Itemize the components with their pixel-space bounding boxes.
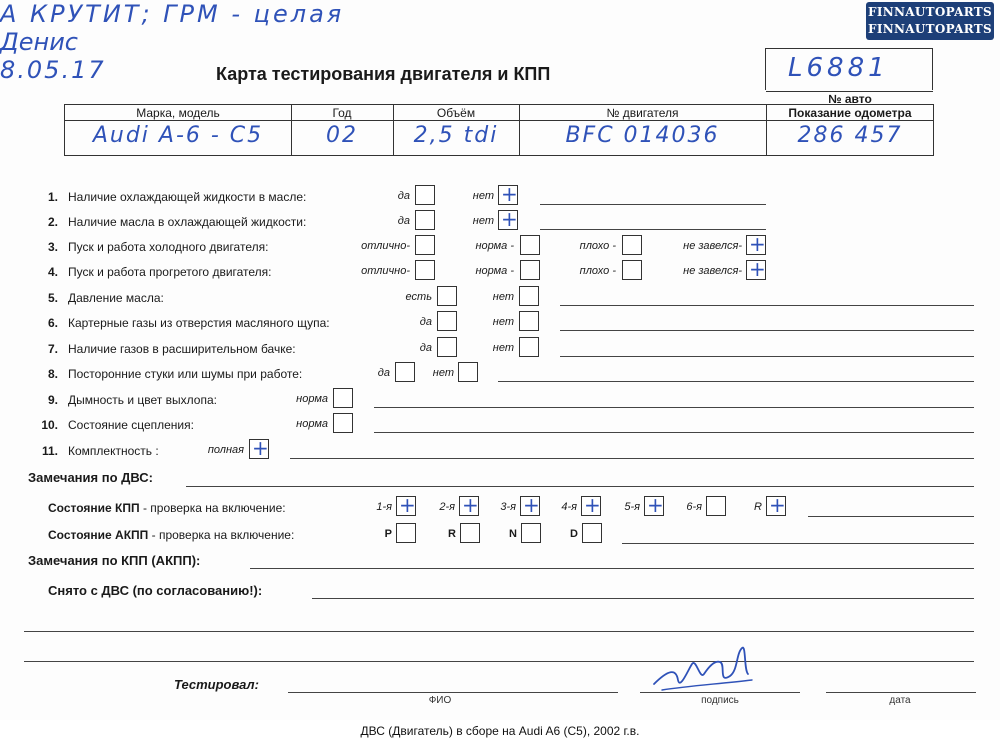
option-label: норма - — [475, 265, 514, 277]
comment-line — [290, 458, 974, 459]
option-label: нет — [432, 367, 454, 379]
item-number: 9. — [47, 393, 58, 407]
check-mark: + — [769, 493, 786, 517]
check-mark: + — [749, 257, 766, 281]
tester-name-value: Денис — [0, 28, 78, 56]
option-label: да — [377, 367, 390, 379]
comment-line — [560, 356, 974, 357]
form-title: Карта тестирования двигателя и КПП — [216, 64, 551, 84]
comment-line — [186, 486, 974, 487]
check-mark: + — [647, 493, 664, 517]
comment-line — [24, 661, 974, 662]
image-caption: ДВС (Двигатель) в сборе на Audi A6 (C5), 2002 г.в. — [360, 724, 640, 738]
checkbox[interactable] — [415, 210, 435, 230]
gear-label: 6-я — [686, 501, 702, 513]
checkbox[interactable] — [415, 260, 435, 280]
option-label: нет — [492, 316, 514, 328]
item-number: 1. — [47, 190, 58, 204]
year-value: 02 — [326, 123, 358, 148]
checkbox[interactable] — [437, 286, 457, 306]
gear-label: R — [754, 501, 762, 513]
akpp-label: Состояние АКПП - проверка на включение: — [48, 528, 295, 542]
item-number: 11. — [41, 444, 58, 458]
comment-line — [808, 516, 974, 517]
col-make-model: Марка, модель — [136, 106, 220, 120]
option-label: отлично- — [361, 240, 410, 252]
gear-checkbox[interactable] — [582, 523, 602, 543]
checkbox[interactable] — [415, 235, 435, 255]
item-question: Наличие масла в охлаждающей жидкости: — [68, 215, 307, 229]
item-question: Дымность и цвет выхлопа: — [68, 393, 217, 407]
item-question: Состояние сцепления: — [68, 418, 194, 432]
comment-line — [560, 330, 974, 331]
item-number: 8. — [47, 367, 58, 381]
option-label: да — [397, 215, 410, 227]
check-mark: + — [584, 493, 601, 517]
gear-checkbox[interactable] — [706, 496, 726, 516]
gear-label: 5-я — [624, 501, 640, 513]
auto-number-box — [765, 48, 933, 90]
checkbox[interactable] — [415, 185, 435, 205]
option-label: норма — [296, 418, 328, 430]
header-divider — [65, 120, 933, 121]
gear-checkbox[interactable] — [521, 523, 541, 543]
auto-number-label: № авто — [828, 92, 872, 106]
item-number: 3. — [47, 240, 58, 254]
comment-line — [540, 229, 766, 230]
remarks-dvs-label: Замечания по ДВС: — [28, 470, 153, 485]
gear-label: 4-я — [561, 501, 577, 513]
checkbox[interactable] — [746, 257, 766, 281]
checkbox[interactable] — [519, 286, 539, 306]
gear-checkbox[interactable] — [459, 493, 479, 517]
fio-label: ФИО — [428, 695, 452, 706]
checkbox[interactable] — [437, 311, 457, 331]
gear-checkbox[interactable] — [520, 493, 540, 517]
checkbox[interactable] — [622, 260, 642, 280]
checkbox[interactable] — [519, 337, 539, 357]
comment-line — [24, 631, 974, 632]
comment-line — [560, 305, 974, 306]
checkbox[interactable] — [458, 362, 478, 382]
gear-checkbox[interactable] — [396, 523, 416, 543]
option-label: плохо - — [579, 240, 616, 252]
option-label: полная — [207, 444, 244, 456]
option-label: нет — [472, 190, 494, 202]
col-year: Год — [332, 106, 352, 120]
remarks-dvs-value: А КРУТИТ; ГРМ - целая — [0, 0, 345, 28]
checkbox[interactable] — [519, 311, 539, 331]
comment-line — [374, 407, 974, 408]
option-label: да — [419, 316, 432, 328]
option-label: норма - — [475, 240, 514, 252]
item-question: Картерные газы из отверстия масляного щупа: — [68, 316, 330, 330]
option-label: да — [397, 190, 410, 202]
signature-line — [640, 692, 800, 693]
date-value: 8.05.17 — [0, 56, 106, 84]
option-label: не завелся- — [683, 240, 742, 252]
gear-checkbox[interactable] — [644, 493, 664, 517]
signature-label: подпись — [701, 695, 739, 706]
watermark-text-2: FINNAUTOPARTS — [868, 22, 992, 36]
item-question: Пуск и работа холодного двигателя: — [68, 240, 269, 254]
comment-line — [250, 568, 974, 569]
comment-line — [374, 432, 974, 433]
gear-checkbox[interactable] — [396, 493, 416, 517]
kpp-label: Состояние КПП - проверка на включение: — [48, 501, 286, 515]
col-odometer: Показание одометра — [788, 106, 912, 120]
engine-no-value: BFC 014036 — [565, 123, 720, 148]
col-engine-no: № двигателя — [606, 106, 679, 120]
checkbox[interactable] — [333, 388, 353, 408]
date-line — [826, 692, 976, 693]
check-mark: + — [749, 232, 766, 256]
removed-label: Снято с ДВС (по согласованию!): — [48, 583, 263, 598]
volume-value: 2,5 tdi — [413, 123, 499, 148]
comment-line — [540, 204, 766, 205]
gear-label: 1-я — [376, 501, 392, 513]
check-mark: + — [523, 493, 540, 517]
checkbox[interactable] — [498, 182, 518, 206]
option-label: нет — [472, 215, 494, 227]
option-label: нет — [492, 342, 514, 354]
check-mark: + — [501, 207, 518, 231]
remarks-kpp-label: Замечания по КПП (АКПП): — [28, 553, 201, 568]
checkbox[interactable] — [520, 235, 540, 255]
comment-line — [622, 543, 974, 544]
option-label: есть — [405, 291, 432, 303]
auto-number-value: L6881 — [788, 53, 889, 83]
col-volume: Объём — [436, 106, 476, 120]
checkbox[interactable] — [622, 235, 642, 255]
item-question: Наличие охлаждающей жидкости в масле: — [68, 190, 307, 204]
comment-line — [498, 381, 974, 382]
item-number: 2. — [47, 215, 58, 229]
checkbox[interactable] — [498, 207, 518, 231]
check-mark: + — [462, 493, 479, 517]
gear-label: P — [384, 528, 392, 540]
checkbox[interactable] — [520, 260, 540, 280]
check-mark: + — [501, 182, 518, 206]
item-question: Комплектность : — [68, 444, 159, 458]
option-label: не завелся- — [683, 265, 742, 277]
option-label: плохо - — [579, 265, 616, 277]
gear-label: R — [448, 528, 456, 540]
checkbox[interactable] — [437, 337, 457, 357]
item-number: 6. — [47, 316, 58, 330]
gear-label: 2-я — [439, 501, 455, 513]
header-table — [64, 92, 934, 156]
gear-checkbox[interactable] — [581, 493, 601, 517]
item-question: Посторонние стуки или шумы при работе: — [68, 367, 303, 381]
gear-checkbox[interactable] — [766, 493, 786, 517]
make-model-value: Audi A-6 - C5 — [92, 123, 264, 148]
gear-label: N — [509, 528, 517, 540]
watermark-text-1: FINNAUTOPARTS — [868, 5, 992, 19]
item-question: Давление масла: — [68, 291, 164, 305]
option-label: отлично- — [361, 265, 410, 277]
gear-checkbox[interactable] — [460, 523, 480, 543]
item-number: 10. — [41, 418, 58, 432]
item-number: 7. — [47, 342, 58, 356]
option-label: норма — [296, 393, 328, 405]
name-line — [288, 692, 618, 693]
gear-label: D — [570, 528, 578, 540]
date-label: дата — [889, 695, 911, 706]
watermark-logo — [866, 2, 994, 40]
checkbox[interactable] — [746, 232, 766, 256]
odometer-value: 286 457 — [797, 123, 903, 148]
item-number: 4. — [47, 265, 58, 279]
option-label: да — [419, 342, 432, 354]
check-mark: + — [399, 493, 416, 517]
tested-by-label: Тестировал: — [174, 677, 259, 692]
checkbox[interactable] — [395, 362, 415, 382]
checkbox[interactable] — [333, 413, 353, 433]
item-number: 5. — [47, 291, 58, 305]
option-label: нет — [492, 291, 514, 303]
gear-label: 3-я — [500, 501, 516, 513]
signature-image — [648, 640, 758, 700]
checkbox[interactable] — [249, 436, 269, 460]
check-mark: + — [252, 436, 269, 460]
comment-line — [312, 598, 974, 599]
item-question: Наличие газов в расширительном бачке: — [68, 342, 296, 356]
item-question: Пуск и работа прогретого двигателя: — [68, 265, 272, 279]
